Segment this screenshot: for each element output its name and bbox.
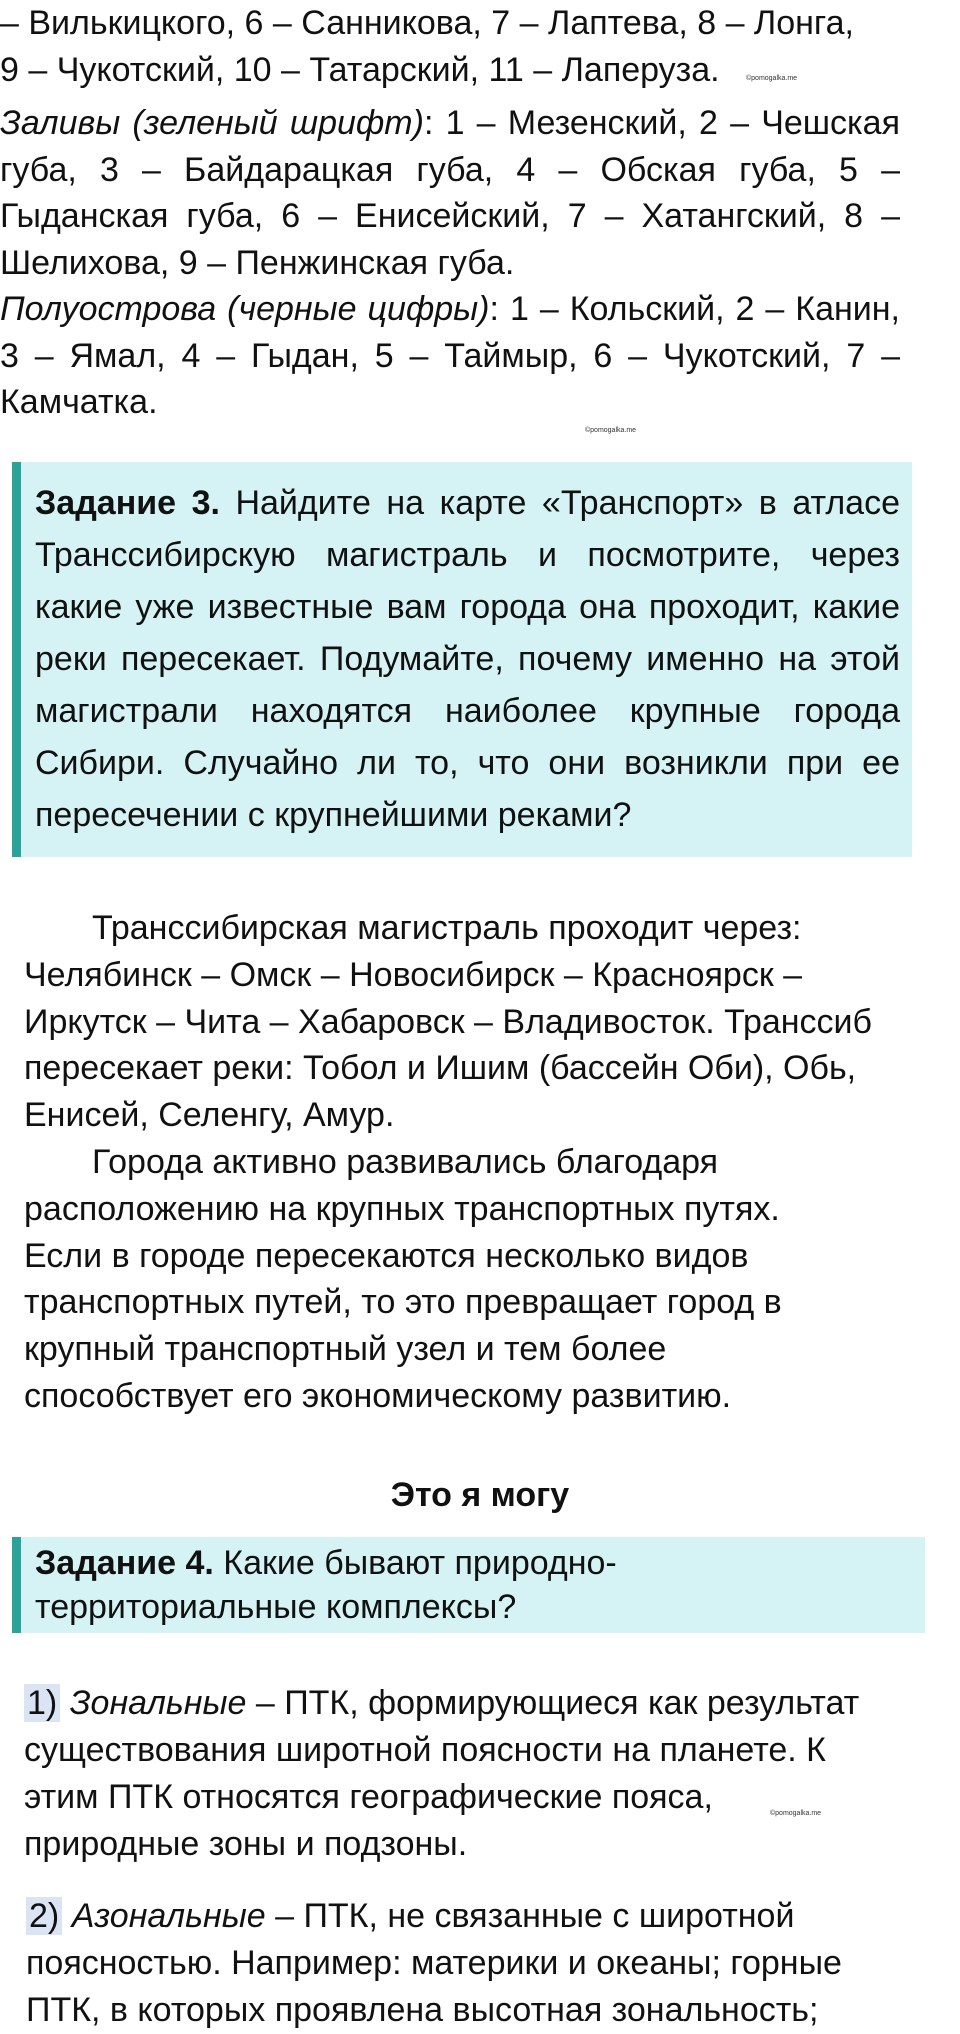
answer-text: – ПТК, формирующиеся как результат: [246, 1684, 860, 1722]
peninsulas-text: : 1 – Кольский, 2 – Канин, 3 – Ямал, 4 – Гыдан, 5 – Таймыр, 6 – Чукотский, 7 – Камчатка.: [0, 290, 900, 421]
answer-line: существования широтной поясности на планете. К: [24, 1731, 826, 1769]
answer-line: Челябинск – Омск – Новосибирск – Красноярск –: [24, 955, 803, 994]
watermark: ©pomogalka.me: [746, 75, 798, 82]
task-3-body: Найдите на карте «Транспорт» в атласе Транссибирскую магистраль и посмотрите, через какие уже известные вам города она проходит, какие реки пересекает. Подумайте, почему именно на этой магистрали находятся наиболее крупные города Сибири. Случайно ли то, что они возникли при ее пересечении с крупнейшими реками?: [35, 484, 900, 834]
item-term: Азональные: [71, 1897, 266, 1935]
answer-line: [26, 1893, 926, 1940]
text-line: 9 – Чукотский, 10 – Татарский, 11 – Лаперуза.: [0, 50, 720, 89]
answer-line: [24, 1680, 924, 1727]
answer-line: этим ПТК относятся географические пояса,: [24, 1778, 713, 1816]
answer-line: [24, 1139, 924, 1186]
task-4-label: Задание 4.: [35, 1544, 214, 1582]
watermark: ©pomogalka.me: [585, 427, 637, 434]
answer-line: пересекает реки: Тобол и Ишим (бассейн Оби), Обь,: [24, 1049, 857, 1088]
task-4-body: территориальные комплексы?: [35, 1588, 517, 1626]
answer-text: Города активно развивались благодаря: [92, 1142, 719, 1181]
answer-line: ПТК, в которых проявлена высотная зональность;: [26, 1991, 819, 2029]
answer-3: [24, 905, 924, 1420]
peninsulas-label: Полуострова (черные цифры): [0, 290, 490, 328]
answer-text: – ПТК, не связанные с широтной: [265, 1897, 795, 1935]
task-3-box: [12, 462, 912, 857]
answer-line: способствует его экономическому развитию.: [24, 1376, 732, 1415]
answer-line: поясностью. Например: материки и океаны; горные: [26, 1944, 842, 1982]
task-3-label: Задание 3.: [35, 484, 220, 522]
item-number: 1): [24, 1684, 60, 1722]
answer-4-item-1: [24, 1680, 924, 1868]
watermark: ©pomogalka.me: [770, 1810, 822, 1817]
answer-line: [24, 905, 924, 952]
task-4-body: Какие бывают природно-: [213, 1544, 617, 1582]
peninsulas-paragraph: [0, 286, 900, 426]
task-4-text: [35, 1541, 913, 1629]
gulfs-label: Заливы (зеленый шрифт): [0, 104, 424, 142]
answer-line: крупный транспортный узел и тем более: [24, 1330, 667, 1369]
section-heading: Это я могу: [390, 1476, 570, 1514]
answer-text: Транссибирская магистраль проходит через:: [92, 909, 802, 947]
answer-line: Иркутск – Чита – Хабаровск – Владивосток. Транссиб: [24, 1002, 873, 1041]
item-term: Зональные: [69, 1684, 247, 1722]
answer-line: Если в городе пересекаются несколько видов: [24, 1236, 749, 1275]
answer-4-item-2: [26, 1893, 926, 2034]
item-number: 2): [26, 1897, 62, 1935]
gulfs-paragraph: [0, 100, 900, 286]
task-4-box: [12, 1537, 925, 1633]
answer-line: транспортных путей, то это превращает город в: [24, 1283, 782, 1322]
gulfs-text: : 1 – Мезенский, 2 – Чешская губа, 3 – Байдарацкая губа, 4 – Обская губа, 5 – Гыданская губа, 6 – Енисейский, 7 – Хатангский, 8 – Шелихова, 9 – Пенжинская губа.: [0, 104, 900, 282]
answer-line: расположению на крупных транспортных путях.: [24, 1189, 780, 1228]
text-line: – Вилькицкого, 6 – Санникова, 7 – Лаптева, 8 – Лонга,: [0, 4, 854, 42]
task-3-text: [35, 477, 900, 841]
answer-line: Енисей, Селенгу, Амур.: [24, 1096, 395, 1135]
answer-line: природные зоны и подзоны.: [24, 1825, 468, 1863]
